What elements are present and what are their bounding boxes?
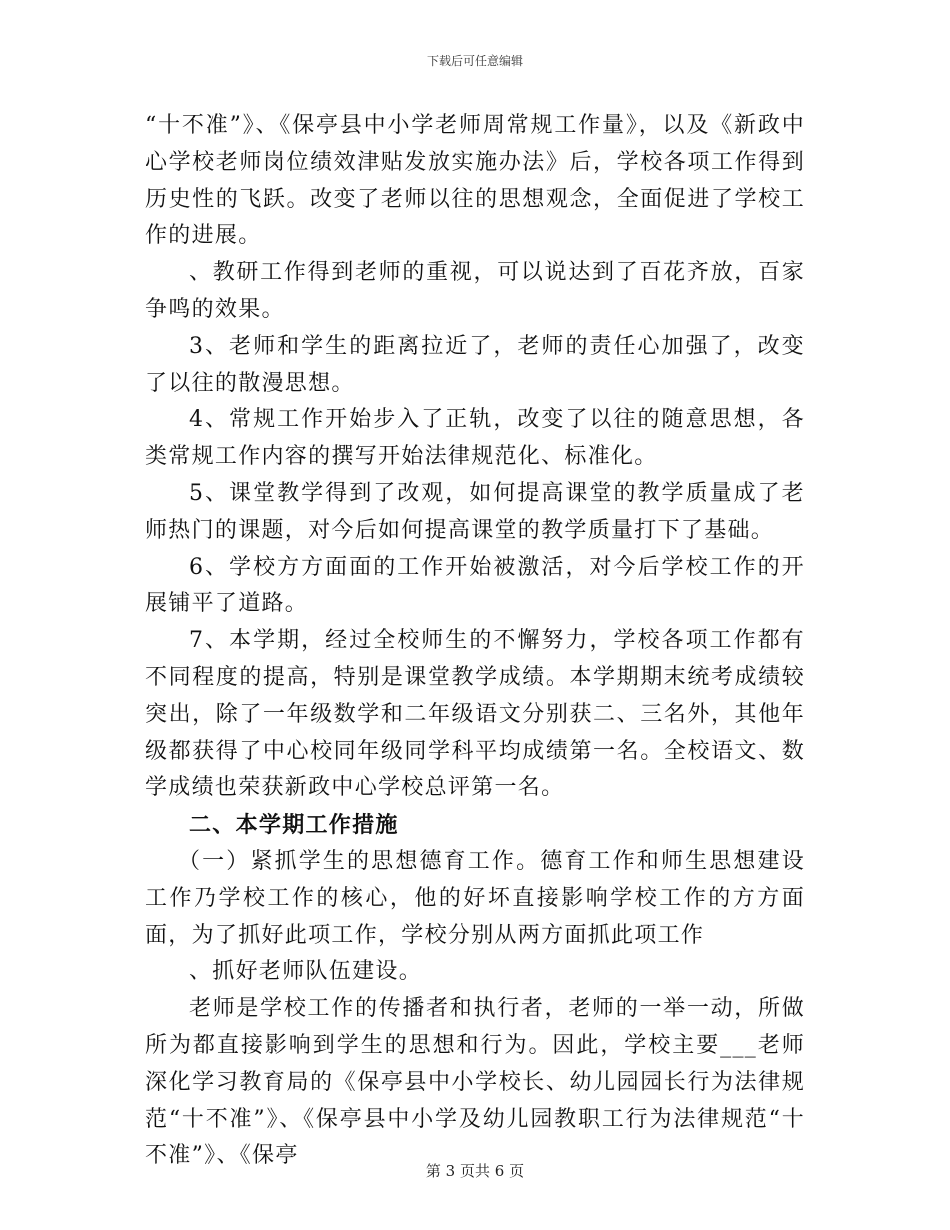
body-paragraph: （一）紧抓学生的思想德育工作。德育工作和师生思想建设工作乃学校工作的核心，他的好坏直接影响学校工作的方方面面，为了抓好此项工作，学校分别从两方面抓此项工作 <box>145 848 805 948</box>
page-header: 下载后可任意编辑 <box>426 54 523 68</box>
body-paragraph: 、抓好老师队伍建设。 <box>189 959 423 985</box>
body-paragraph: “十不准”》、《保亭县中小学老师周常规工作量》，以及《新政中心学校老师岗位绩效津贴发放实施办法》后，学校各项工作得到历史性的飞跃。改变了老师以往的思想观念，全面促进了学校工作的进展。 <box>145 113 805 249</box>
body-paragraph: 、教研工作得到老师的重视，可以说达到了百花齐放，百家争鸣的效果。 <box>145 260 805 322</box>
section-heading: 二、本学期工作措施 <box>189 812 399 839</box>
body-paragraph: 6、学校方方面面的工作开始被激活，对今后学校工作的开展铺平了道路。 <box>145 554 805 617</box>
page-footer: 第 3 页共 6 页 <box>425 1162 525 1180</box>
body-paragraph: 老师是学校工作的传播者和执行者，老师的一举一动，所做所为都直接影响到学生的思想和行为。因此，学校主要___老师深化学习教育局的《保亭县中小学校长、幼儿园园长行为法律规范“十不准”》、《保亭县中小学及幼儿园教职工行为法律规范“十不准”》、《保亭 <box>145 996 805 1169</box>
body-paragraph: 7、本学期，经过全校师生的不懈努力，学校各项工作都有不同程度的提高，特别是课堂教学成绩。本学期期末统考成绩较突出，除了一年级数学和二年级语文分别获二、三名外，其他年级都获得了中心校同年级同学科平均成绩第一名。全校语文、数学成绩也荣获新政中心学校总评第一名。 <box>145 628 805 801</box>
body-paragraph: 4、常规工作开始步入了正轨，改变了以往的随意思想，各类常规工作内容的撰写开始法律规范化、标准化。 <box>145 407 805 470</box>
body-paragraph: 3、老师和学生的距离拉近了，老师的责任心加强了，改变了以往的散漫思想。 <box>145 333 805 396</box>
document-body <box>145 108 805 1175</box>
body-paragraph: 5、课堂教学得到了改观，如何提高课堂的教学质量成了老师热门的课题，对今后如何提高课堂的教学质量打下了基础。 <box>145 480 805 543</box>
